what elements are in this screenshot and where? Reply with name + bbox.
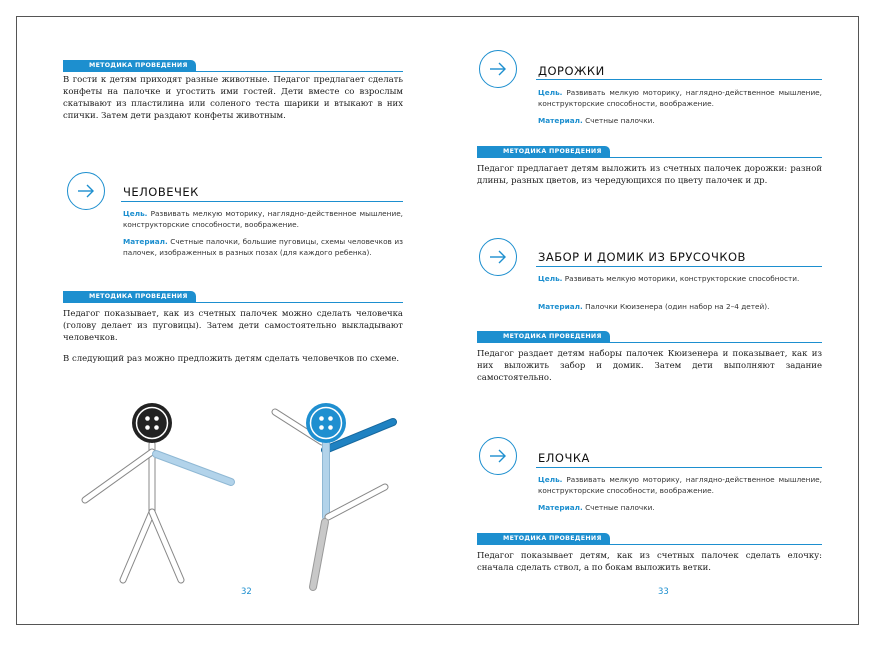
method-label: МЕТОДИКА ПРОВЕДЕНИЯ: [63, 60, 196, 72]
method-paragraph: Педагог раздает детям наборы палочек Кюизенера и показывает, как из них выложить забор и домик. Затем дети выполняют задание самостоятельно.: [477, 349, 822, 383]
title-rule: [536, 467, 822, 468]
method-paragraph: Педагог предлагает детям выложить из счетных палочек дорожки: разной длины, разных цветов, из чередующихся по цвету палочек и др.: [477, 164, 822, 186]
goal-text: Цель. Развивать мелкую моторику, наглядно-действенное мышление, конструкторские способности, воображение.: [538, 88, 822, 108]
section-title: ДОРОЖКИ: [538, 64, 605, 78]
method-paragraph-1: Педагог показывает, как из счетных палочек можно сделать человечка (голову делает из пуговицы). Затем дети самостоятельно выкладывают человечков.: [63, 309, 403, 343]
method-label: МЕТОДИКА ПРОВЕДЕНИЯ: [477, 146, 610, 158]
method-label: МЕТОДИКА ПРОВЕДЕНИЯ: [477, 533, 610, 545]
title-rule: [536, 79, 822, 80]
goal-text: Цель. Развивать мелкую моторики, конструкторские способности.: [538, 274, 800, 283]
section-title: ЗАБОР И ДОМИК ИЗ БРУСОЧКОВ: [538, 250, 746, 264]
goal-text: Цель. Развивать мелкую моторику, наглядно-действенное мышление, конструкторские способности, воображение.: [538, 475, 822, 495]
arrow-circle-icon: [479, 437, 517, 475]
material-text: Материал. Счетные палочки.: [538, 503, 655, 512]
book-spread: [16, 16, 859, 625]
section-title: ЧЕЛОВЕЧЕК: [123, 185, 199, 199]
method-header: [477, 146, 822, 158]
arrow-circle-icon: [479, 238, 517, 276]
method-header: [477, 533, 822, 545]
stick-figures-illustration: [63, 382, 403, 592]
page-number: 32: [241, 587, 252, 597]
stick-figure-black: [85, 403, 231, 580]
arrow-circle-icon: [479, 50, 517, 88]
method-label: МЕТОДИКА ПРОВЕДЕНИЯ: [63, 291, 196, 303]
method-header: [477, 331, 822, 343]
material-text: Материал. Палочки Кюизенера (один набор на 2–4 детей).: [538, 302, 770, 311]
intro-paragraph: В гости к детям приходят разные животные. Педагог предлагает сделать конфеты на палочке и угостить ими гостей. Дети вместе со взрослым скатывают из пластилина или соленого теста шарики и втыкают в них спички. Затем дети раздают конфеты животным.: [63, 75, 403, 121]
method-header: [63, 60, 403, 72]
method-paragraph-2: В следующий раз можно предложить детям сделать человечков по схеме.: [63, 354, 400, 364]
title-rule: [121, 201, 403, 202]
title-rule: [536, 266, 822, 267]
method-label: МЕТОДИКА ПРОВЕДЕНИЯ: [477, 331, 610, 343]
material-text: Материал. Счетные палочки, большие пуговицы, схемы человечков из палочек, изображенных в разных позах (для каждого ребенка).: [123, 237, 403, 257]
arrow-circle-icon: [67, 172, 105, 210]
left-page: [63, 17, 403, 626]
stick-figure-blue: [275, 403, 393, 587]
goal-text: Цель. Развивать мелкую моторику, наглядно-действенное мышление, конструкторские способности, воображение.: [123, 209, 403, 229]
method-header: [63, 291, 403, 303]
method-paragraph: Педагог показывает детям, как из счетных палочек сделать елочку: сначала сделать ствол, а по бокам выложить ветки.: [477, 551, 822, 573]
right-page: [477, 17, 822, 626]
section-title: ЕЛОЧКА: [538, 451, 590, 465]
material-text: Материал. Счетные палочки.: [538, 116, 655, 125]
page-number: 33: [658, 587, 669, 597]
